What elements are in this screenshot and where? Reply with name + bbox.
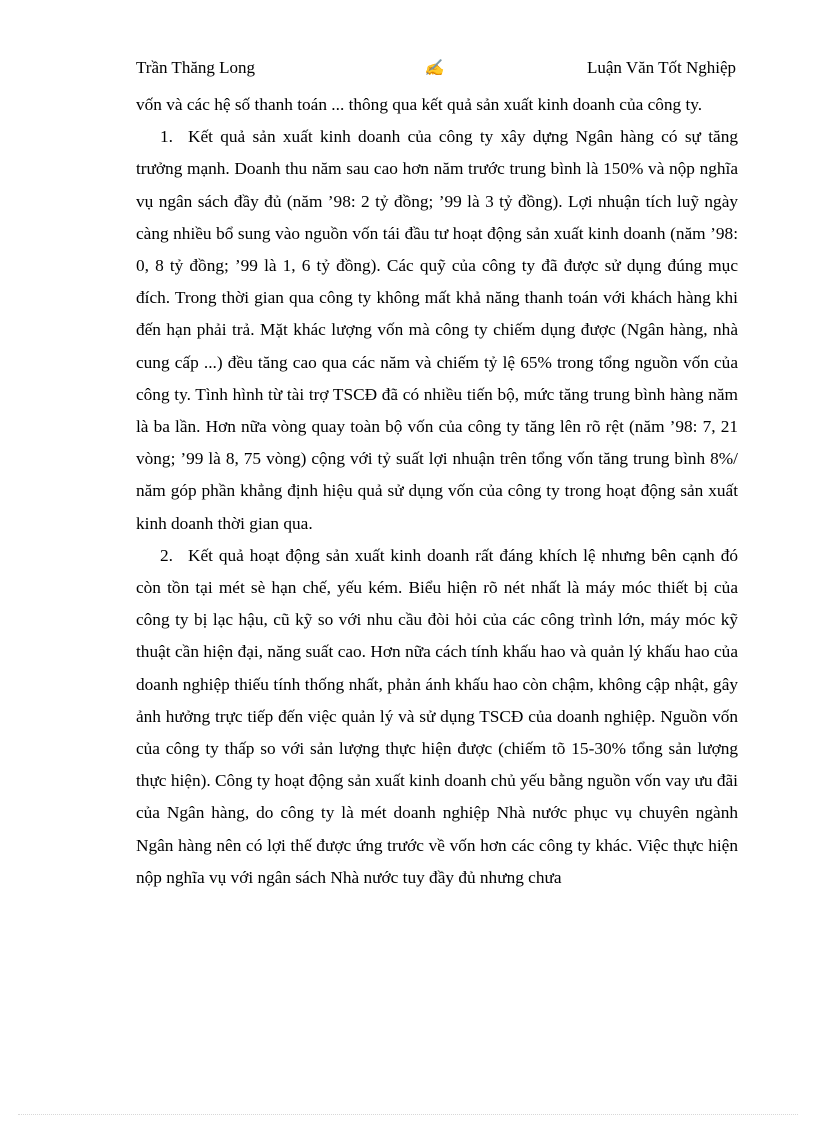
paragraph-number: 2. xyxy=(160,545,173,565)
numbered-paragraph-2 xyxy=(136,540,738,894)
page-header xyxy=(136,58,736,82)
header-author: Trần Thăng Long xyxy=(136,58,255,77)
paragraph-text: Kết quả hoạt động sản xuất kinh doanh rất đáng khích lệ nhưng bên cạnh đó còn tồn tại mét sè hạn chế, yếu kém. Biểu hiện rõ nét nhất là máy móc thiết bị của công ty bị lạc hậu, cũ kỹ so với nhu cầu đòi hỏi của các công trình lớn, máy móc kỹ thuật cần hiện đại, năng suất cao. Hơn nữa cách tính khấu hao và quản lý khấu hao của doanh nghiệp thiếu tính thống nhất, phản ánh khấu hao còn chậm, không cập nhật, gây ảnh hưởng trực tiếp đến việc quản lý và sử dụng TSCĐ của doanh nghiệp. Nguồn vốn của công ty thấp so với sản lượng thực hiện được (chiếm tõ 15-30% tổng sản lượng thực hiện). Công ty hoạt động sản xuất kinh doanh chủ yếu bằng nguồn vốn vay ưu đãi của Ngân hàng, do công ty là mét doanh nghiệp Nhà nước phục vụ chuyên ngành Ngân hàng nên có lợi thế được ứng trước về vốn hơn các công ty khác. Việc thực hiện nộp nghĩa vụ với ngân sách Nhà nước tuy đầy đủ nhưng chưa xyxy=(136,545,738,887)
paragraph-number: 1. xyxy=(160,127,173,147)
body-text xyxy=(136,89,738,894)
paragraph-text: Kết quả sản xuất kinh doanh của công ty xây dựng Ngân hàng có sự tăng trưởng mạnh. Doanh thu năm sau cao hơn năm trước trung bình là 150% và nộp nghĩa vụ ngân sách đầy đủ (năm ’98: 2 tỷ đồng; ’99 là 3 tỷ đồng). Lợi nhuận tích luỹ ngày càng nhiều bổ sung vào nguồn vốn tái đầu tư hoạt động sản xuất kinh doanh (năm ’98: 0, 8 tỷ đồng; ’99 là 1, 6 tỷ đồng). Các quỹ của công ty đã được sử dụng đúng mục đích. Trong thời gian qua công ty không mất khả năng thanh toán với khách hàng khi đến hạn phải trả. Mặt khác lượng vốn mà công ty chiếm dụng được (Ngân hàng, nhà cung cấp ...) đều tăng cao qua các năm và chiếm tỷ lệ 65% trong tổng nguồn vốn của công ty. Tình hình từ tài trợ TSCĐ đã có nhiều tiến bộ, mức tăng trung bình hàng năm là ba lần. Hơn nữa vòng quay toàn bộ vốn của công ty tăng lên rõ rệt (năm ’98: 7, 21 vòng; ’99 là 8, 75 vòng) cộng với tỷ suất lợi nhuận trên tổng vốn tăng trung bình 8%/ năm góp phần khẳng định hiệu quả sử dụng vốn của công ty trong hoạt động sản xuất kinh doanh thời gian qua. xyxy=(136,127,738,533)
numbered-paragraph-1 xyxy=(136,121,738,540)
pen-icon: ✍ xyxy=(424,60,444,77)
paragraph-text: vốn và các hệ số thanh toán ... thông qua kết quả sản xuất kinh doanh của công ty. xyxy=(136,95,703,114)
paragraph-continuation xyxy=(136,89,738,121)
header-title: Luận Văn Tốt Nghiệp xyxy=(586,58,736,77)
page-bottom-border xyxy=(18,1114,798,1115)
